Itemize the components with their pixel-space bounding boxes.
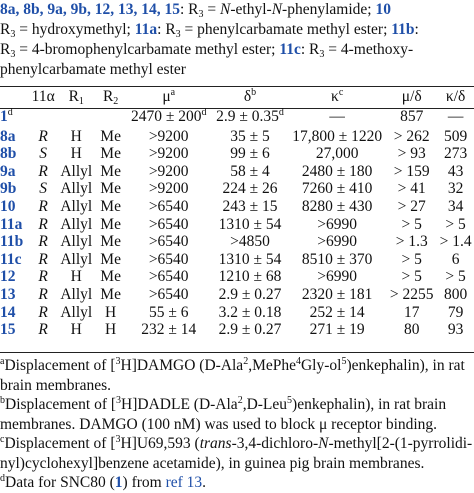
footnote-text: H]U69,593 (: [120, 435, 200, 452]
compound-link[interactable]: 10: [0, 197, 16, 215]
compound-ids-link[interactable]: 8a, 8b, 9a, 9b, 12, 13, 14, 15: [0, 1, 180, 18]
caption-line-3: [0, 40, 474, 60]
compound-link[interactable]: 9a: [0, 162, 16, 180]
binding-table: [0, 88, 474, 339]
footnote-mark: c: [338, 87, 344, 98]
table-row: [0, 321, 474, 339]
caption-text: N: [220, 1, 231, 18]
caption-line-2: [0, 20, 474, 40]
subscript: 3: [198, 9, 204, 20]
footnote-a: [0, 356, 474, 376]
footnote-mark: a: [170, 87, 176, 98]
compound-link[interactable]: 12: [0, 268, 16, 286]
cell-mu: [125, 106, 211, 128]
caption-line-1: [0, 0, 474, 20]
cell-kappa-delta: 93: [447, 321, 464, 339]
header-mu-label: μ: [162, 88, 171, 105]
cell-mu: >9200: [148, 145, 189, 163]
cell-mu-delta: > 27: [397, 197, 426, 215]
compound-link[interactable]: 11c: [0, 250, 22, 268]
header-delta-label: δ: [243, 88, 252, 105]
cell-r2: H: [105, 321, 117, 339]
cell-kappa-delta: 273: [443, 145, 468, 163]
compound-link[interactable]: 13: [0, 285, 16, 303]
cell-11a: S: [39, 145, 48, 163]
table-row: [0, 145, 474, 163]
cell-11a: R: [38, 321, 48, 339]
compound-link[interactable]: 11b: [0, 233, 24, 251]
superscript: 3: [115, 356, 121, 367]
table-row: [0, 286, 474, 304]
footnote-text: -methyl[2-(1-pyrrolidi-: [328, 435, 473, 452]
subscript: 3: [10, 29, 16, 40]
compound-cell: [0, 145, 30, 163]
footnote-text: )enkephalin), in rat: [346, 357, 465, 374]
footnote-c-cont: nyl)cyclohexyl]benzene acetamide), in guinea pig brain membranes.: [0, 454, 425, 472]
cell-mu-delta: > 5: [401, 250, 422, 268]
table-row: [0, 251, 474, 269]
cell-r1: H: [70, 127, 82, 145]
footnote-mark: d: [7, 106, 13, 118]
compound-link[interactable]: 10: [375, 1, 391, 18]
table-row: [0, 163, 474, 181]
compound-cell: [0, 216, 30, 234]
cell-kappa: >6990: [317, 268, 358, 286]
cell-kappa: 252 ± 14: [309, 303, 365, 321]
header-kappa-delta: κ/δ: [445, 88, 466, 105]
superscript: 2: [243, 356, 249, 367]
cell-delta: 1310 ± 54: [218, 215, 282, 233]
cell-delta: 224 ± 26: [222, 180, 278, 198]
footnote-a-cont: brain membranes.: [0, 376, 112, 394]
compound-cell: [0, 268, 30, 286]
cell-r2: Me: [100, 127, 121, 145]
cell-value: 2.9 ± 0.35: [216, 107, 279, 125]
table-row: [0, 233, 474, 251]
compound-cell: [0, 321, 30, 339]
cell-mu: >9200: [148, 127, 189, 145]
cell-r2: Me: [100, 162, 121, 180]
cell-delta: 3.2 ± 0.18: [218, 303, 282, 321]
cell-mu: 55 ± 6: [148, 303, 189, 321]
footnote-b: [0, 395, 474, 415]
cell-11a: [30, 106, 57, 128]
cell-kappa-delta: 32: [447, 180, 464, 198]
table-row: [0, 180, 474, 198]
compound-cell: [0, 180, 30, 198]
caption-text: =: [203, 1, 221, 18]
cell-r2: H: [105, 303, 117, 321]
footnote-text: Displacement of [: [4, 435, 116, 452]
caption-text: = 4-methoxy-: [324, 41, 414, 58]
cell-11a: R: [38, 268, 48, 286]
subscript: 3: [10, 49, 16, 60]
cell-mu: >9200: [148, 180, 189, 198]
compound-link[interactable]: 11a: [0, 215, 23, 233]
caption-text: = 4-bromophenylcarbamate methyl ester;: [15, 41, 280, 58]
footnote-text: -3,4-dichloro-: [231, 435, 319, 452]
table-row: [0, 128, 474, 146]
header-r2-label: R: [102, 88, 114, 105]
table-row: [0, 268, 474, 286]
cell-11a: R: [38, 127, 48, 145]
cell-kappa-delta: 509: [443, 127, 468, 145]
cell-kappa: 7260 ± 410: [301, 180, 373, 198]
reference-link[interactable]: ref 13: [165, 474, 203, 491]
cell-r2: Me: [100, 268, 121, 286]
caption-text: : R: [180, 1, 199, 18]
header-r1: [57, 88, 96, 106]
cell-r1: H: [70, 321, 82, 339]
cell-mu: >6540: [148, 233, 189, 251]
cell-kappa: 17,800 ± 1220: [292, 127, 383, 145]
cell-mu-delta: > 262: [393, 127, 430, 145]
cell-r1: Allyl: [60, 162, 93, 180]
superscript: 5: [287, 395, 293, 406]
cell-r2: Me: [100, 197, 121, 215]
cell-delta: 58 ± 4: [230, 162, 270, 180]
header-mu-delta: μ/δ: [401, 88, 422, 105]
caption-text: : R: [300, 41, 320, 58]
compound-cell: [0, 163, 30, 181]
cell-mu-delta: 80: [403, 321, 420, 339]
cell-mu: >6540: [148, 215, 189, 233]
compound-link[interactable]: 11a: [134, 21, 158, 38]
caption-text: -phenylamide;: [282, 1, 376, 18]
header-r1-label: R: [68, 88, 79, 105]
table-row: [0, 106, 474, 128]
compound-cell: [0, 286, 30, 304]
cell-kappa: >6990: [317, 233, 358, 251]
footnote-text: Displacement of [: [5, 396, 117, 413]
header-11a: 11α: [31, 88, 55, 105]
cell-mu-delta: > 5: [401, 215, 422, 233]
cell-r1: Allyl: [60, 180, 93, 198]
table-top-rule: [0, 86, 474, 87]
cell-delta: 99 ± 6: [230, 145, 270, 163]
compound-link[interactable]: 15: [0, 321, 16, 339]
table-row: [0, 198, 474, 216]
compound-link[interactable]: 11b: [391, 21, 415, 38]
cell-kappa: 2480 ± 180: [301, 162, 373, 180]
caption-text: N: [271, 1, 283, 18]
cell-11a: R: [38, 215, 48, 233]
cell-r2: Me: [100, 250, 121, 268]
cell-mu: >9200: [148, 162, 189, 180]
compound-cell: [0, 251, 30, 269]
cell-kappa: 2320 ± 181: [301, 285, 373, 303]
cell-delta: 1210 ± 68: [218, 268, 282, 286]
cell-delta: 2.9 ± 0.27: [218, 321, 282, 339]
cell-r1: [57, 106, 96, 128]
cell-r1: H: [70, 145, 82, 163]
compound-link[interactable]: 14: [0, 303, 16, 321]
compound-cell: [0, 304, 30, 322]
cell-mu-delta: 857: [400, 107, 424, 125]
footnote-text: .: [202, 474, 207, 491]
compound-link[interactable]: 9b: [0, 180, 17, 198]
compound-cell: [0, 128, 30, 146]
cell-r1: Allyl: [60, 197, 93, 215]
cell-11a: R: [38, 197, 48, 215]
cell-11a: R: [38, 162, 48, 180]
cell-mu-delta: > 41: [397, 180, 426, 198]
cell-kappa-delta: 79: [447, 303, 464, 321]
table-bottom-rule: [0, 352, 474, 353]
superscript: 5: [341, 356, 347, 367]
footnote-text: ,D-Leu: [242, 396, 288, 413]
cell-mu: >6540: [148, 268, 189, 286]
cell-mu-delta: > 1.3: [395, 233, 428, 251]
cell-delta: [212, 106, 288, 128]
footnote-text: Data for SNC80 (: [5, 474, 115, 491]
subscript: 1: [78, 96, 84, 107]
cell-mu-delta: > 5: [401, 268, 422, 286]
table-caption: [0, 0, 474, 80]
footnote-text: N: [318, 435, 329, 452]
footnote-text: Displacement of [: [4, 357, 116, 374]
cell-value: 2470 ± 200: [130, 107, 202, 125]
cell-r1: Allyl: [60, 215, 93, 233]
caption-text: :: [414, 21, 419, 38]
superscript: 3: [115, 434, 121, 445]
compound-link[interactable]: 1: [114, 474, 123, 491]
cell-r2: Me: [100, 145, 121, 163]
footnote-text: H]DAMGO (D-Ala: [120, 357, 244, 374]
cell-11a: R: [38, 285, 48, 303]
footnote-text: trans: [199, 435, 232, 452]
cell-11a: S: [39, 180, 48, 198]
table-row: [0, 304, 474, 322]
cell-delta: >4850: [230, 233, 270, 251]
cell-kappa-delta: 34: [447, 197, 464, 215]
cell-r1: Allyl: [60, 303, 93, 321]
footnote-mark: d: [201, 106, 207, 118]
cell-kappa: >6990: [317, 215, 358, 233]
caption-text: R: [0, 21, 11, 38]
footnote-d: [0, 473, 474, 493]
cell-r1: Allyl: [60, 233, 93, 251]
cell-delta: 35 ± 5: [230, 127, 270, 145]
table-row: [0, 216, 474, 234]
header-delta: [212, 88, 288, 106]
header-compound: [0, 88, 30, 106]
compound-link[interactable]: 8b: [0, 145, 17, 163]
compound-link[interactable]: 1: [0, 107, 8, 125]
cell-kappa-delta: 800: [443, 285, 468, 303]
superscript: 4: [295, 356, 301, 367]
compound-cell: [0, 233, 30, 251]
header-row: [0, 88, 474, 106]
cell-kappa: 271 ± 19: [309, 321, 365, 339]
footnote-mark: a: [0, 356, 5, 367]
cell-kappa: 8510 ± 370: [301, 250, 373, 268]
subscript: 3: [175, 29, 181, 40]
cell-r1: Allyl: [60, 285, 93, 303]
caption-text: = hydroxymethyl;: [15, 21, 135, 38]
cell-kappa-delta: > 5: [445, 215, 466, 233]
subscript: 3: [319, 49, 325, 60]
cell-mu: >6540: [148, 197, 189, 215]
cell-11a: R: [38, 233, 48, 251]
footnote-mark: d: [0, 473, 5, 484]
header-r2: [96, 88, 126, 106]
cell-r2: Me: [100, 215, 121, 233]
footnotes: [0, 356, 474, 493]
footnote-text: H]DADLE (D-Ala: [121, 396, 238, 413]
cell-kappa-delta: —: [447, 107, 464, 125]
header-kappa-label: κ: [331, 88, 339, 105]
superscript: 2: [237, 395, 243, 406]
cell-delta: 243 ± 15: [222, 197, 278, 215]
subscript: 2: [113, 96, 119, 107]
cell-delta: 1310 ± 54: [218, 250, 282, 268]
cell-r1: Allyl: [60, 250, 93, 268]
footnote-text: ) from: [122, 474, 166, 491]
caption-line-4: phenylcarbamate methyl ester: [0, 61, 186, 78]
cell-mu-delta: > 159: [393, 162, 430, 180]
cell-r2: [96, 106, 126, 128]
cell-delta: 2.9 ± 0.27: [218, 285, 282, 303]
footnote-mark: c: [0, 434, 5, 445]
superscript: 3: [116, 395, 122, 406]
header-mu: [125, 88, 211, 106]
footnote-b-cont: membranes. DAMGO (100 nM) was used to block μ receptor binding.: [0, 415, 438, 433]
caption-text: = phenylcarbamate methyl ester;: [180, 21, 392, 38]
cell-mu: 232 ± 14: [141, 321, 197, 339]
caption-text: R: [0, 41, 11, 58]
compound-link[interactable]: 8a: [0, 127, 16, 145]
header-kappa: [288, 88, 386, 106]
cell-r1: H: [70, 268, 82, 286]
cell-kappa-delta: > 5: [445, 268, 466, 286]
footnote-mark: b: [0, 395, 5, 406]
cell-kappa-delta: 6: [451, 250, 460, 268]
cell-mu: >6540: [148, 285, 189, 303]
cell-r2: Me: [100, 285, 121, 303]
caption-text: : R: [157, 21, 176, 38]
footnote-c: [0, 434, 474, 454]
cell-mu-delta: > 2255: [389, 285, 434, 303]
cell-kappa: —: [329, 107, 345, 125]
cell-r2: Me: [100, 233, 121, 251]
cell-kappa-delta: > 1.4: [439, 233, 472, 251]
footnote-text: )enkephalin), in rat brain: [292, 396, 447, 413]
footnote-text: Gly-ol: [300, 357, 342, 374]
footnote-mark: b: [251, 87, 257, 98]
cell-mu-delta: 17: [403, 303, 420, 321]
cell-11a: R: [38, 303, 48, 321]
cell-11a: R: [38, 250, 48, 268]
compound-cell: [0, 106, 30, 128]
caption-text: -ethyl-: [230, 1, 272, 18]
compound-cell: [0, 198, 30, 216]
cell-kappa: 27,000: [315, 145, 359, 163]
compound-link[interactable]: 11c: [279, 41, 301, 58]
cell-mu: >6540: [148, 250, 189, 268]
cell-mu-delta: > 93: [397, 145, 426, 163]
cell-kappa: 8280 ± 430: [301, 197, 373, 215]
footnote-mark: d: [278, 106, 284, 118]
cell-kappa-delta: 43: [447, 162, 464, 180]
cell-r2: Me: [100, 180, 121, 198]
footnote-text: ,MePhe: [248, 357, 296, 374]
